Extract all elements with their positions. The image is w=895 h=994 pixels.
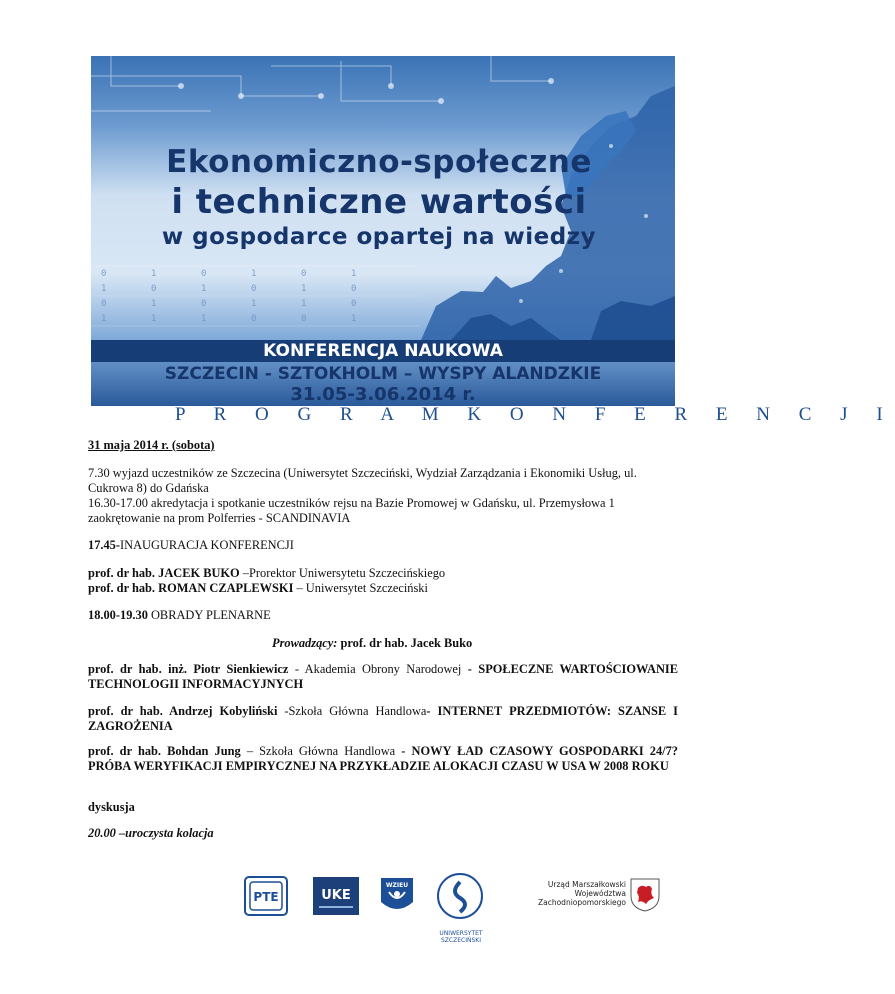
- moderator-label: Prowadzący:: [272, 636, 338, 650]
- inauguration-label: INAUGURACJA KONFERENCJI: [120, 538, 294, 552]
- uke-logo-text: UKE: [321, 888, 351, 903]
- svg-text:1: 1: [351, 314, 357, 324]
- banner-title-line2: i techniczne wartości: [171, 182, 587, 222]
- svg-text:1: 1: [151, 314, 157, 324]
- svg-text:0: 0: [151, 284, 157, 294]
- inauguration-time: 17.45-: [88, 538, 121, 552]
- talk-3-author: prof. dr hab. Bohdan Jung: [88, 744, 241, 758]
- talk-3: [88, 744, 678, 773]
- program-heading: P R O G R A M K O N F E R E N C J I: [175, 404, 895, 425]
- talk-1-affiliation: - Akademia Obrony Narodowej: [288, 662, 462, 676]
- coat-of-arms-icon: [630, 878, 660, 912]
- svg-text:0: 0: [101, 269, 107, 279]
- svg-text:1: 1: [201, 314, 207, 324]
- svg-text:0: 0: [351, 284, 357, 294]
- svg-text:0: 0: [301, 269, 307, 279]
- svg-text:1: 1: [301, 299, 307, 309]
- banner-location: SZCZECIN - SZTOKHOLM – WYSPY ALANDZKIE: [164, 364, 602, 384]
- inauguration-line: [88, 538, 678, 553]
- wzieu-logo-text: WZIEU: [385, 882, 409, 889]
- talk-1-author: prof. dr hab. inż. Piotr Sienkiewicz: [88, 662, 289, 676]
- marshal-line1: Urząd Marszałkowski: [547, 880, 626, 889]
- university-logo: [436, 872, 484, 920]
- schedule-line-2: Cukrowa 8) do Gdańska: [88, 481, 209, 495]
- speaker-2-name: prof. dr hab. ROMAN CZAPLEWSKI: [88, 581, 294, 595]
- svg-text:0: 0: [201, 269, 207, 279]
- svg-text:1: 1: [251, 269, 257, 279]
- svg-text:0: 0: [301, 314, 307, 324]
- talk-2-author: prof. dr hab. Andrzej Kobyliński: [88, 704, 278, 718]
- svg-text:0: 0: [251, 314, 257, 324]
- plenary-line: [88, 608, 678, 623]
- uke-logo: [313, 877, 359, 915]
- banner-title-line1: Ekonomiczno-społeczne: [166, 144, 592, 180]
- speaker-1: [88, 566, 678, 581]
- talk-1-title: - SPOŁECZNE WARTOŚCIOWANIE TECHNOLOGII INFORMACYJNYCH: [88, 662, 679, 691]
- pte-logo-text: PTE: [253, 890, 279, 904]
- schedule-line-4: zaokrętowanie na prom Polferries - SCANDINAVIA: [88, 511, 351, 525]
- moderator-name: prof. dr hab. Jacek Buko: [337, 636, 473, 650]
- svg-text:1: 1: [201, 284, 207, 294]
- banner-dates: 31.05-3.06.2014 r.: [290, 384, 476, 405]
- schedule-line-3: 16.30-17.00 akredytacja i spotkanie uczestników rejsu na Bazie Promowej w Gdańsku, ul. Przemysłowa 1: [88, 496, 615, 510]
- banner-conference-label: KONFERENCJA NAUKOWA: [263, 341, 503, 361]
- day-date: 31 maja 2014 r. (sobota): [88, 438, 215, 452]
- speaker-2-role: – Uniwersytet Szczeciński: [293, 581, 428, 595]
- banner-title-line3: w gospodarce opartej na wiedzy: [161, 224, 597, 250]
- pte-logo: [244, 876, 288, 916]
- speaker-2: [88, 581, 678, 596]
- talk-3-affiliation: – Szkoła Główna Handlowa: [240, 744, 396, 758]
- talk-2-affiliation: -Szkoła Główna Handlowa: [277, 704, 427, 718]
- talk-1: [88, 662, 678, 691]
- plenary-time: 18.00-19.30: [88, 608, 148, 622]
- talk-3-title: - NOWY ŁAD CZASOWY GOSPODARKI 24/7? PRÓBA WERYFIKACJI EMPIRYCZNEJ NA PRZYKŁADZIE ALOKACJI CZASU W USA W 2008 ROKU: [88, 744, 678, 773]
- svg-text:1: 1: [301, 284, 307, 294]
- svg-text:1: 1: [351, 269, 357, 279]
- wzieu-logo: [379, 876, 415, 916]
- svg-text:0: 0: [101, 299, 107, 309]
- schedule-line-1: 7.30 wyjazd uczestników ze Szczecina (Uniwersytet Szczeciński, Wydział Zarządzania i Ekonomiki Usług, ul.: [88, 466, 637, 480]
- talk-2-title: - INTERNET PRZEDMIOTÓW: SZANSE I ZAGROŻENIA: [88, 704, 678, 733]
- svg-text:0: 0: [201, 299, 207, 309]
- plenary-label: OBRADY PLENARNE: [147, 608, 271, 622]
- svg-text:0: 0: [251, 284, 257, 294]
- speaker-1-role: –Prorektor Uniwersytetu Szczecińskiego: [239, 566, 446, 580]
- conference-banner: [91, 56, 675, 406]
- talk-2: [88, 704, 678, 733]
- svg-text:1: 1: [251, 299, 257, 309]
- svg-text:0: 0: [351, 299, 357, 309]
- discussion: dyskusja: [88, 800, 135, 814]
- svg-text:1: 1: [101, 314, 107, 324]
- svg-text:1: 1: [151, 299, 157, 309]
- speaker-1-name: prof. dr hab. JACEK BUKO: [88, 566, 240, 580]
- marshal-office-text: [506, 880, 626, 907]
- dinner: 20.00 –uroczysta kolacja: [88, 826, 214, 840]
- moderator-line: [272, 636, 472, 651]
- university-logo-caption: UNIWERSYTET SZCZECIŃSKI: [439, 930, 483, 944]
- marshal-line2: Województwa Zachodniopomorskiego: [537, 889, 626, 907]
- svg-text:1: 1: [151, 269, 157, 279]
- svg-text:1: 1: [101, 284, 107, 294]
